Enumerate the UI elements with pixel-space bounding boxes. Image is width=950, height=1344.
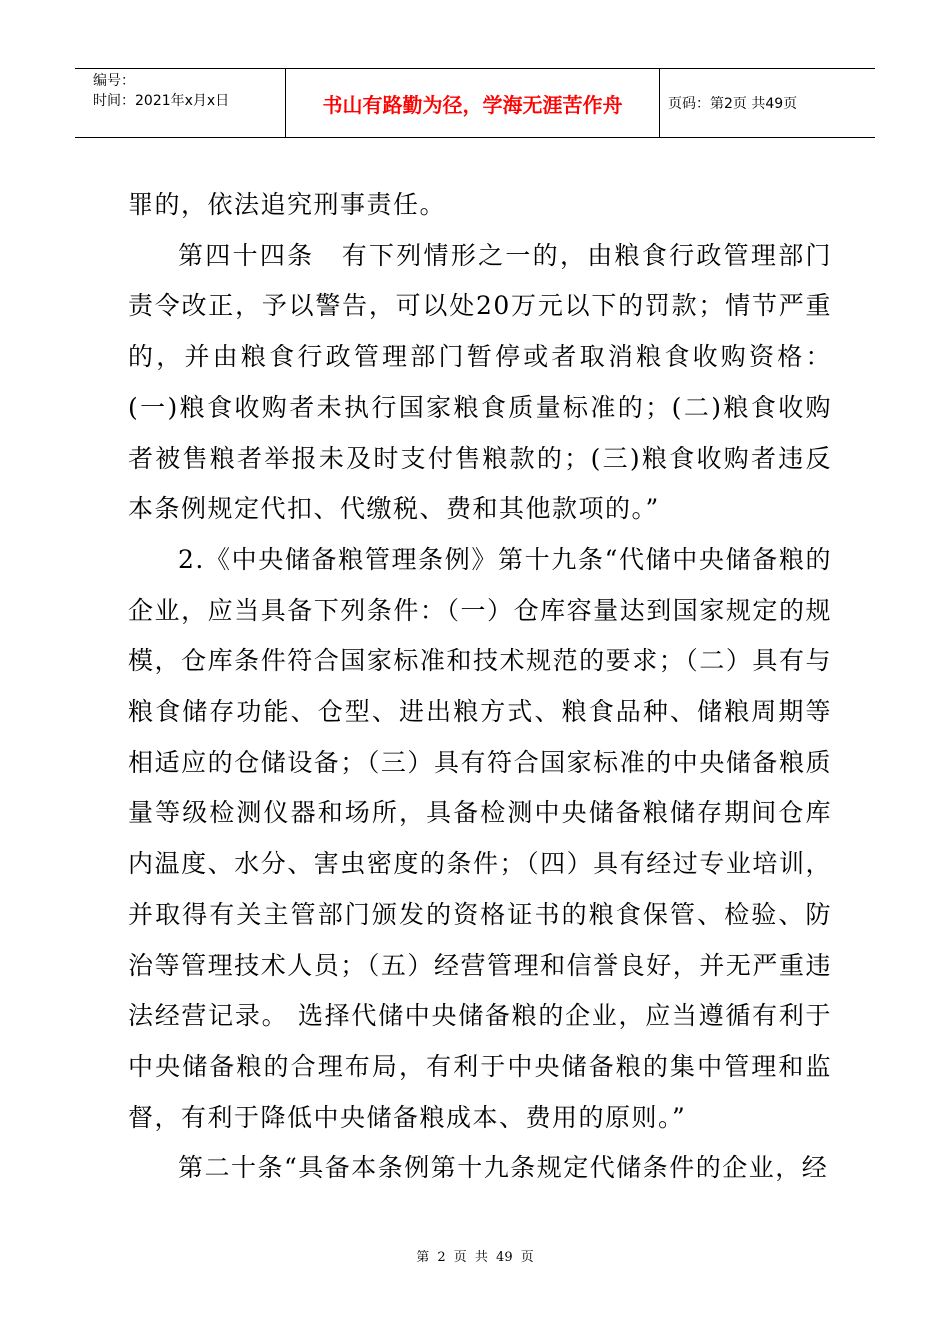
document-time-label: 时间：2021年x月x日: [93, 93, 230, 109]
paragraph-continuation: 罪的，依法追究刑事责任。: [128, 190, 447, 219]
document-body: [128, 180, 832, 1194]
header-meta: [75, 69, 286, 137]
paragraph-article-44: 第四十四条 有下列情形之一的，由粮食行政管理部门责令改正，予以警告，可以处20万元以下的罚款；情节严重的，并由粮食行政管理部门暂停或者取消粮食收购资格：(一)粮食收购者未执行国家粮食质量标准的；(二)粮食收购者被售粮者举报未及时支付售粮款的；(三)粮食收购者违反本条例规定代扣、代缴税、费和其他款项的。”: [128, 240, 832, 524]
header-page-label: 页码：第2页 共49页: [668, 96, 798, 112]
header-motto: 书山有路勤为径，学海无涯苦作舟: [286, 69, 660, 137]
paragraph-article-20: 第二十条“具备本条例第十九条规定代储条件的企业，经: [178, 1153, 829, 1183]
document-number-label: 编号：: [93, 73, 135, 89]
page-footer: 第 2 页 共 49 页: [416, 1250, 534, 1265]
paragraph-article-19: 2.《中央储备粮管理条例》第十九条“代储中央储备粮的企业，应当具备下列条件：（一）仓库容量达到国家规定的规模，仓库条件符合国家标准和技术规范的要求；（二）具有与粮食储存功能、仓型、进出粮方式、粮食品种、储粮周期等相适应的仓储设备；（三）具有符合国家标准的中央储备粮质量等级检测仪器和场所，具备检测中央储备粮储存期间仓库内温度、水分、害虫密度的条件；（四）具有经过专业培训，并取得有关主管部门颁发的资格证书的粮食保管、检验、防治等管理技术人员；（五）经营管理和信誉良好，并无严重违法经营记录。 选择代储中央储备粮的企业，应当遵循有利于中央储备粮的合理布局，有利于中央储备粮的集中管理和监督，有利于降低中央储备粮成本、费用的原则。”: [128, 544, 832, 1132]
page-header: [75, 68, 875, 138]
